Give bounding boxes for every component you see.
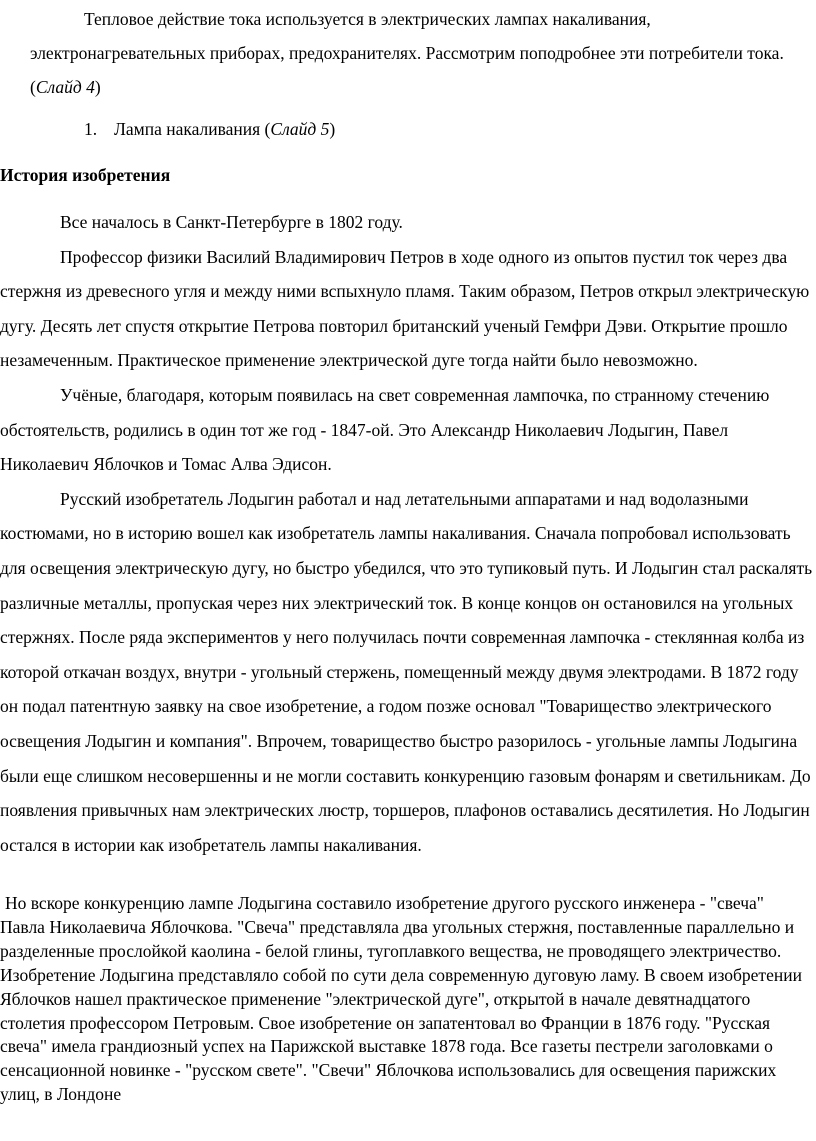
paragraph-scientists: Учёные, благодаря, которым появилась на свет современная лампочка, по странному стечению обстоятельств, родились в один тот же год - 1847-ой. Это Александр Николаевич Лодыгин, Павел Николаевич Яблочков и Томас Алва Эдисон. [0,384,770,475]
intro-close: ) [94,77,101,97]
numbered-list-item [84,112,335,146]
list-item-slide-ref: Слайд 5 [270,119,330,139]
paragraph-petrov: Профессор физики Василий Владимирович Петров в ходе одного из опытов пустил ток через два стержня из древесного угля и между ними вспыхнуло пламя. Таким образом, Петров открыл электрическую дугу. Десять лет спустя открытие Петрова повторил британский ученый Гемфри Дэви. Открытие прошло незамеченным. Практическое применение электрической дуге тогда найти было невозможно. [0,246,810,371]
paragraph-lodygin: Русский изобретатель Лодыгин работал и над летательными аппаратами и над водолазными костюмами, но в историю вошел как изобретатель лампы накаливания. Сначала попробовал использовать для освещения электрическую дугу, но быстро убедился, что это тупиковый путь. И Лодыгин стал раскалять различные металлы, пропуская через них электрический ток. В конце концов он остановился на угольных стержнях. После ряда экспериментов у него получилась почти современная лампочка - стеклянная колба из которой откачан воздух, внутри - угольный стержень, помещенный между двумя электродами. В 1872 году он подал патентную заявку на свое изобретение, а годом позже основал "Товарищество электрического освещения Лодыгин и компания". Впрочем, товарищество быстро разорилось - угольные лампы Лодыгина были еще слишком несовершенны и не могли составить конкуренцию газовым фонарям и светильникам. До появления привычных нам электрических люстр, торшеров, плафонов оставались десятилетия. Но Лодыгин остался в истории как изобретатель лампы накаливания. [0,488,813,855]
intro-slide-ref: Слайд 4 [35,77,95,97]
intro-text: Тепловое действие тока используется в электрических лампах накаливания, электронагревательных приборах, предохранителях. Рассмотрим поподробнее эти потребители тока. ( [30,9,784,97]
paragraph-start: Все началось в Санкт-Петербурге в 1802 году. [60,212,403,232]
section-heading: История изобретения [0,165,171,185]
history-body [0,205,813,862]
paragraph-yablochkov: Но вскоре конкуренцию лампе Лодыгина составило изобретение другого русского инженера - "свеча" Павла Николаевича Яблочкова. "Свеча" представляла два угольных стержня, поставленные параллельно и разделенные прослойкой каолина - белой глины, тугоплавкого вещества, не проводящего электричество. Изобретение Лодыгина представляло собой по сути дела современную дуговую ламу. В своем изобретении Яблочков нашел практическое применение "электрической дуге", открытой в начале девятнадцатого столетия профессором Петровым. Свое изобретение он запатентовал во Франции в 1876 году. "Русская свеча" имела грандиозный успех на Парижской выставке 1878 года. Все газеты пестрели заголовками о сенсационной новинке - "русском свете". "Свечи" Яблочкова использовались для освещения парижских улиц, в Лондоне [0,893,802,1105]
list-item-close: ) [329,119,336,139]
intro-paragraph [30,2,816,104]
list-item-text: Лампа накаливания ( [114,119,271,139]
list-number: 1. [84,119,98,139]
